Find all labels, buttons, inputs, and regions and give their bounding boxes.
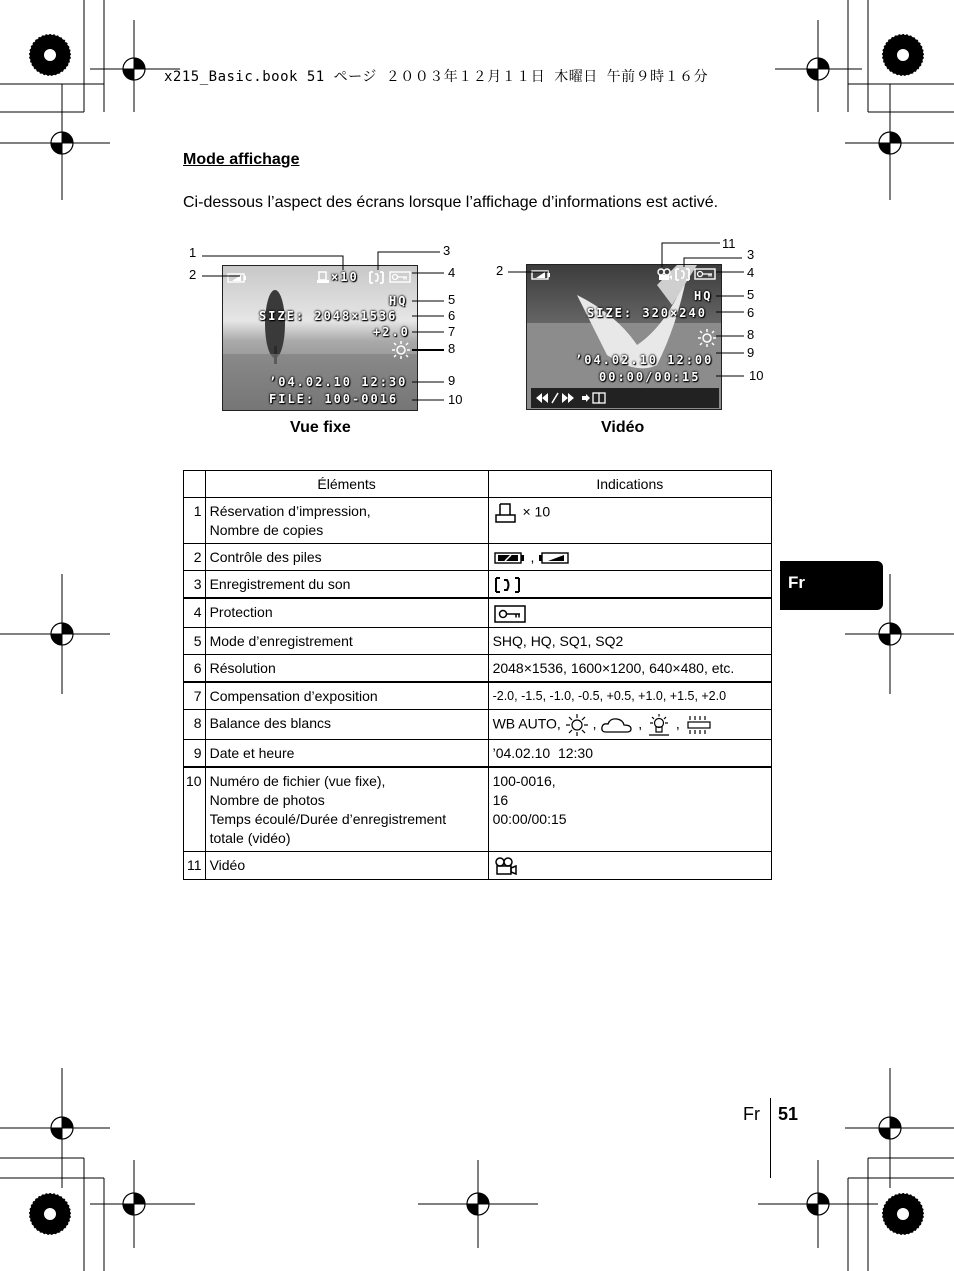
cloud-icon [600, 715, 634, 735]
header-indications: Indications [488, 471, 771, 498]
exposure-comp: +2.0 [373, 325, 410, 339]
header-num-cell [184, 471, 206, 498]
still-callout-2: 2 [189, 267, 197, 282]
table-row [184, 851, 772, 879]
row-element: Compensation d’exposition [205, 682, 488, 710]
row-indication: 100-0016, 16 00:00/00:15 [488, 767, 771, 852]
row-indication [488, 709, 771, 739]
row-element: Résolution [205, 654, 488, 682]
still-callout-10: 10 [448, 392, 463, 407]
video-callout-2: 2 [496, 263, 504, 278]
comma-sep: , [592, 715, 597, 732]
row-num: 8 [184, 709, 206, 739]
sound-record-icon [493, 576, 523, 594]
still-callout-9: 9 [448, 373, 456, 388]
row-num: 7 [184, 682, 206, 710]
table-row [184, 654, 772, 682]
print-reserve-icon [493, 502, 519, 524]
row-num: 5 [184, 627, 206, 654]
still-callout-1: 1 [189, 245, 197, 260]
video-callout-9: 9 [747, 345, 755, 360]
date-time: ’04.02.10 12:30 [269, 375, 408, 389]
row-indication [488, 498, 771, 544]
row-num: 11 [184, 851, 206, 879]
table-header-row [184, 471, 772, 498]
still-caption: Vue fixe [290, 419, 351, 436]
language-tab: Fr [780, 561, 883, 610]
row-num: 4 [184, 598, 206, 627]
video-callout-4: 4 [747, 265, 755, 280]
table-row [184, 544, 772, 571]
comma-sep: , [675, 715, 680, 732]
row-num: 9 [184, 739, 206, 767]
footer-divider [770, 1098, 771, 1178]
quality-mode: HQ [694, 289, 713, 303]
running-header: x215_Basic.book 51 ページ ２００３年１２月１１日 木曜日 午前９時１６分 [164, 69, 709, 85]
movie-camera-icon [493, 856, 519, 876]
tungsten-bulb-icon [646, 714, 672, 736]
image-size: SIZE: 2048×1536 [259, 309, 398, 323]
protect-key-icon [493, 604, 527, 624]
row-indication [488, 598, 771, 627]
row-indication [488, 851, 771, 879]
date-time: ’04.02.10 12:00 [575, 353, 714, 367]
comma-sep: , [638, 715, 643, 732]
table-row [184, 709, 772, 739]
video-callout-3: 3 [747, 247, 755, 262]
section-intro: Ci-dessous l’aspect des écrans lorsque l’affichage d’informations est activé. [183, 194, 719, 211]
table-row [184, 498, 772, 544]
video-timer: 00:00/00:15 [599, 370, 701, 384]
row-element: Contrôle des piles [205, 544, 488, 571]
row-indication: ’04.02.10 12:30 [488, 739, 771, 767]
image-size: SIZE: 320×240 [587, 306, 707, 320]
row-indication: SHQ, HQ, SQ1, SQ2 [488, 627, 771, 654]
copies-text: × 10 [522, 503, 551, 520]
section-title: Mode affichage [183, 151, 300, 168]
video-callout-10: 10 [749, 368, 764, 383]
table-row [184, 598, 772, 627]
still-callout-4: 4 [448, 265, 456, 280]
row-element: Balance des blancs [205, 709, 488, 739]
page-number: 51 [778, 1104, 799, 1124]
video-callout-5: 5 [747, 287, 755, 302]
row-indication: 2048×1536, 1600×1200, 640×480, etc. [488, 654, 771, 682]
video-callout-6: 6 [747, 305, 755, 320]
row-element: Date et heure [205, 739, 488, 767]
wb-auto-text: WB AUTO, [492, 715, 561, 732]
row-element: Protection [205, 598, 488, 627]
table-row [184, 627, 772, 654]
row-num: 6 [184, 654, 206, 682]
header-elements: Éléments [205, 471, 488, 498]
row-num: 2 [184, 544, 206, 571]
still-callout-7: 7 [448, 324, 456, 339]
fluorescent-icon [684, 714, 714, 736]
row-element: Mode d’enregistrement [205, 627, 488, 654]
still-callout-8: 8 [448, 341, 456, 356]
video-callout-11: 11 [722, 236, 736, 251]
quality-mode: HQ [389, 294, 408, 308]
file-number: FILE: 100-0016 [269, 392, 399, 406]
battery-full-icon [493, 551, 527, 565]
table-row [184, 767, 772, 852]
table-row [184, 571, 772, 599]
row-element: Numéro de fichier (vue fixe), Nombre de photos Temps écoulé/Durée d’enregistrement totale (vidéo) [205, 767, 488, 852]
row-num: 3 [184, 571, 206, 599]
row-num: 1 [184, 498, 206, 544]
row-element: Vidéo [205, 851, 488, 879]
row-element: Enregistrement du son [205, 571, 488, 599]
row-indication [488, 571, 771, 599]
sun-icon [565, 714, 589, 736]
row-num: 10 [184, 767, 206, 852]
battery-low-icon [538, 551, 572, 565]
row-indication [488, 544, 771, 571]
still-callout-5: 5 [448, 292, 456, 307]
table-row [184, 682, 772, 710]
video-callout-8: 8 [747, 327, 755, 342]
video-caption: Vidéo [601, 419, 645, 436]
indications-table [183, 470, 772, 880]
row-indication: -2.0, -1.5, -1.0, -0.5, +0.5, +1.0, +1.5, +2.0 [488, 682, 771, 710]
still-callout-3: 3 [443, 243, 451, 258]
footer-lang: Fr [743, 1104, 760, 1124]
row-element: Réservation d’impression, Nombre de copies [205, 498, 488, 544]
separator: , [530, 549, 535, 565]
still-callout-6: 6 [448, 308, 456, 323]
table-row [184, 739, 772, 767]
copies-count: ×10 [331, 270, 359, 284]
